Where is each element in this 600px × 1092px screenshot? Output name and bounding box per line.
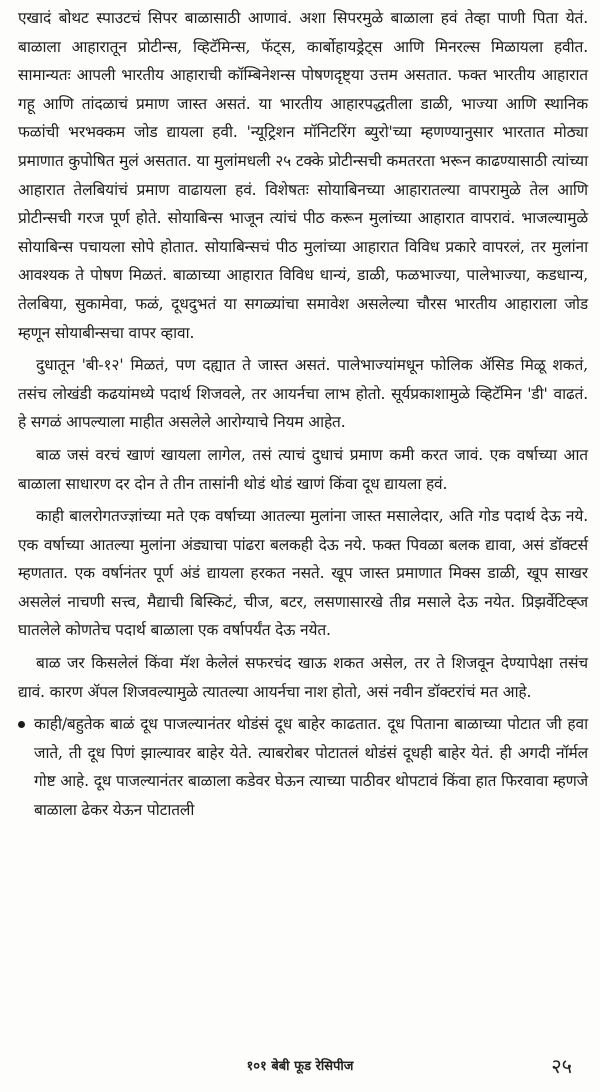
book-title: १०१ बेबी फूड रेसिपीज [246, 1059, 354, 1074]
paragraph-feeding-frequency: बाळ जसं वरचं खाणं खायला लागेल, तसं त्याचं दुधाचं प्रमाण कमी करत जावं. एक वर्षाच्या आत बाळाला साधारण दर दोन ते तीन तासांनी थोडं थोडं खाणं किंवा दूध द्यायला हवं. [18, 445, 588, 493]
paragraph-nutrition: एखादं बोथट स्पाउटचं सिपर बाळासाठी आणावं. अशा सिपरमुळे बाळाला हवं तेव्हा पाणी पिता येतं. बाळाला आहारातून प्रोटीन्स, व्हिटॅमिन्स, फॅट्स, कार्बोहायड्रेट्स आणि मिनरल्स मिळायला हवीत. सामान्यतः आपली भारतीय आहाराची कॉम्बिनेशन्स पोषणदृष्ट्या उत्तम असतात. फक्त भारतीय आहारात गहू आणि तांदळाचं प्रमाण जास्त असतं. या भारतीय आहारपद्धतीला डाळी, भाज्या आणि स्थानिक फळांची भरभक्कम जोड द्यायला हवी. 'न्यूट्रिशन मॉनिटरिंग ब्युरो'च्या म्हणण्यानुसार भारतात मोठ्या प्रमाणात कुपोषित मुलं असतात. या मुलांमधली २५ टक्के प्रोटीन्सची कमतरता भरून काढण्यासाठी त्यांच्या आहारात तेलबियांचं प्रमाण वाढायला हवं. विशेषतः सोयाबिनच्या आहारातल्या वापरामुळे तेल आणि प्रोटीन्सची गरज पूर्ण होते. सोयाबिन्स भाजून त्यांचं पीठ करून मुलांच्या आहारात वापरावं. भाजल्यामुळे सोयाबिन्स पचायला सोपे होतात. सोयाबिन्सचं पीठ मुलांच्या आहारात विविध प्रकारे वापरलं, तर मुलांना आवश्यक ते पोषण मिळतं. बाळाच्या आहारात विविध धान्यं, डाळी, फळभाज्या, पालेभाज्या, कडधान्य, तेलबिया, सुकामेवा, फळं, दूधदुभतं या सगळ्यांचा समावेश असलेल्या चौरस भारतीय आहाराला जोड म्हणून सोयाबीन्सचा वापर व्हावा. [18, 9, 588, 342]
bullet-item-spit-up [18, 710, 588, 824]
page-body [18, 4, 588, 825]
paragraph-vitamins: दुधातून 'बी-१२' मिळतं, पण दह्यात ते जास्त असतं. पालेभाज्यांमधून फोलिक ॲसिड मिळू शकतं, तसंच लोखंडी कढयांमध्ये पदार्थ शिजवले, तर आयर्नचा लाभ होतो. सूर्यप्रकाशामुळे व्हिटॅमिन 'डी' वाढतं. हे सगळं आपल्याला माहीत असलेले आरोग्याचे नियम आहेत. [18, 356, 588, 432]
page-footer [0, 1052, 600, 1082]
page-number: २५ [551, 1054, 572, 1078]
paragraph-foods-to-avoid: काही बालरोगतज्ज्ञांच्या मते एक वर्षाच्या आतल्या मुलांना जास्त मसालेदार, अति गोड पदार्थ देऊ नये. एक वर्षाच्या आतल्या मुलांना अंड्याचा पांढरा बलकही देऊ नये. फक्त पिवळा बलक द्यावा, असं डॉक्टर्स म्हणतात. एक वर्षानंतर पूर्ण अंडं द्यायला हरकत नसते. खूप जास्त प्रमाणात मिक्स डाळी, खूप साखर असलेलं नाचणी सत्त्व, मैद्याची बिस्किटं, चीज, बटर, लसणासारखे तीव्र मसाले देऊ नयेत. प्रिझर्वेटिव्ह्ज घातलेले कोणतेच पदार्थ बाळाला एक वर्षापर्यंत देऊ नयेत. [18, 507, 588, 640]
bullet-text: काही/बहुतेक बाळं दूध पाजल्यानंतर थोडंसं दूध बाहेर काढतात. दूध पिताना बाळाच्या पोटात जी हवा जाते, ती दूध पिणं झाल्यावर बाहेर येते. त्याबरोबर पोटातलं थोडंसं दूधही बाहेर येतं. ही अगदी नॉर्मल गोष्ट आहे. दूध पाजल्यानंतर बाळाला कडेवर घेऊन त्याच्या पाठीवर थोपटावं किंवा हात फिरवावा म्हणजे बाळाला ढेकर येऊन पोटातली [34, 715, 588, 820]
paragraph-apple: बाळ जर किसलेलं किंवा मॅश केलेलं सफरचंद खाऊ शकत असेल, तर ते शिजवून देण्यापेक्षा तसंच द्यावं. कारण ॲपल शिजवल्यामुळे त्यातल्या आयर्नचा नाश होतो, असं नवीन डॉक्टरांचं मत आहे. [18, 654, 588, 701]
bullet-icon [18, 721, 25, 728]
